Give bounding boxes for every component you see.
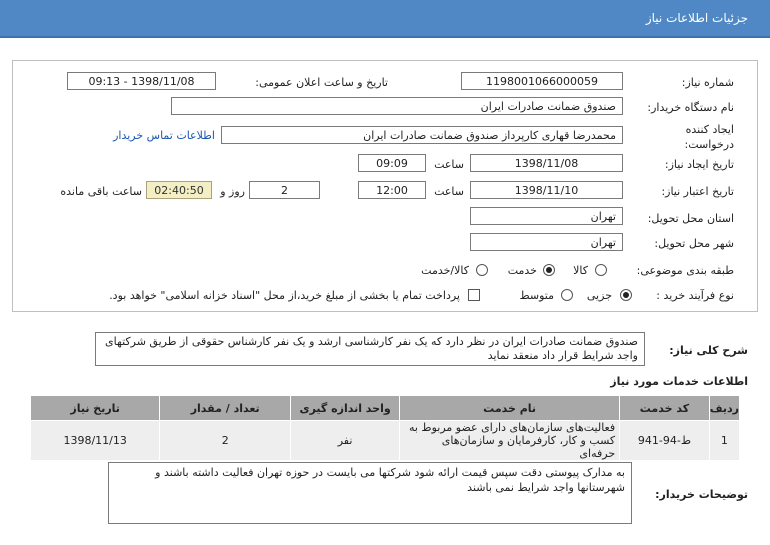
need-date-label: تاریخ ایجاد نیاز: <box>664 158 734 171</box>
services-section-title: اطلاعات خدمات مورد نیاز <box>610 375 748 388</box>
province-label: استان محل تحویل: <box>647 212 734 225</box>
description-text: صندوق ضمانت صادرات ایران در نظر دارد که یک نفر کارشناسی ارشد و یک نفر کارشناس حقوقی از طریق شرکتهای واجد شرایط قرار داد منعقد نماید <box>95 332 645 366</box>
need-time-label: ساعت <box>434 158 464 171</box>
process-medium-radio[interactable] <box>561 289 573 301</box>
category-goods-label: کالا <box>573 264 588 277</box>
category-goods-service-radio[interactable] <box>476 264 488 276</box>
description-label: شرح کلی نیاز: <box>669 344 748 357</box>
table-row <box>31 421 740 461</box>
need-number-field: 1198001066000059 <box>461 72 623 90</box>
col-qty: تعداد / مقدار <box>160 396 291 421</box>
remaining-time-field: 02:40:50 <box>146 181 212 199</box>
process-medium-label: متوسط <box>519 289 554 302</box>
days-label: روز و <box>220 185 245 198</box>
announce-datetime-field: 1398/11/08 - 09:13 <box>67 72 216 90</box>
city-field: تهران <box>470 233 623 251</box>
need-number-label: شماره نیاز: <box>681 76 734 89</box>
remaining-time-label: ساعت باقی مانده <box>60 185 142 198</box>
requester-field: محمدرضا قهاری کارپرداز صندوق ضمانت صادرات ایران <box>221 126 623 144</box>
need-date-field: 1398/11/08 <box>470 154 623 172</box>
validity-days-field: 2 <box>249 181 320 199</box>
buyer-org-label: نام دستگاه خریدار: <box>647 101 734 114</box>
cell-unit: نفر <box>291 421 400 461</box>
validity-time-field: 12:00 <box>358 181 426 199</box>
cell-qty: 2 <box>160 421 291 461</box>
category-service-radio[interactable] <box>543 264 555 276</box>
page-title: جزئیات اطلاعات نیاز <box>645 11 748 25</box>
category-goods-radio[interactable] <box>595 264 607 276</box>
process-minor-radio[interactable] <box>620 289 632 301</box>
validity-date-label: تاریخ اعتبار نیاز: <box>661 185 734 198</box>
need-time-field: 09:09 <box>358 154 426 172</box>
category-goods-service-label: کالا/خدمت <box>421 264 469 277</box>
cell-code: ط-94-941 <box>620 421 710 461</box>
col-row: ردیف <box>709 396 739 421</box>
treasury-payment-note: پرداخت تمام یا بخشی از مبلغ خرید،از محل "اسناد خزانه اسلامی" خواهد بود. <box>109 289 460 302</box>
purchase-process-label: نوع فرآیند خرید : <box>656 289 734 302</box>
cell-date: 1398/11/13 <box>31 421 160 461</box>
validity-time-label: ساعت <box>434 185 464 198</box>
province-field: تهران <box>470 207 623 225</box>
col-unit: واحد اندازه گیری <box>291 396 400 421</box>
col-name: نام خدمت <box>400 396 620 421</box>
city-label: شهر محل تحویل: <box>654 237 734 250</box>
services-table <box>30 395 740 461</box>
requester-label: ایجاد کننده درخواست: <box>684 123 734 151</box>
buyer-notes-label: توضیحات خریدار: <box>655 488 748 501</box>
cell-row: 1 <box>709 421 739 461</box>
category-label: طبقه بندی موضوعی: <box>636 264 734 277</box>
col-date: تاریخ نیاز <box>31 396 160 421</box>
validity-date-field: 1398/11/10 <box>470 181 623 199</box>
buyer-contact-link[interactable]: اطلاعات تماس خریدار <box>113 129 215 142</box>
treasury-payment-checkbox[interactable] <box>468 289 480 301</box>
announce-datetime-label: تاریخ و ساعت اعلان عمومی: <box>255 76 388 89</box>
col-code: کد خدمت <box>620 396 710 421</box>
buyer-notes-text: به مدارک پیوستی دقت سپس قیمت ارائه شود شرکتها می بایست در حوزه تهران فعالیت داشته باشند و شهرستانها واجد شرایط نمی باشند <box>108 462 632 524</box>
buyer-org-field: صندوق ضمانت صادرات ایران <box>171 97 623 115</box>
cell-name: فعالیت‌های سازمان‌های دارای عضو مربوط به کسب و کار، کارفرمایان و سازمان‌های حرفه‌ای <box>400 421 620 461</box>
category-service-label: خدمت <box>507 264 537 277</box>
process-minor-label: جزیی <box>586 289 612 302</box>
